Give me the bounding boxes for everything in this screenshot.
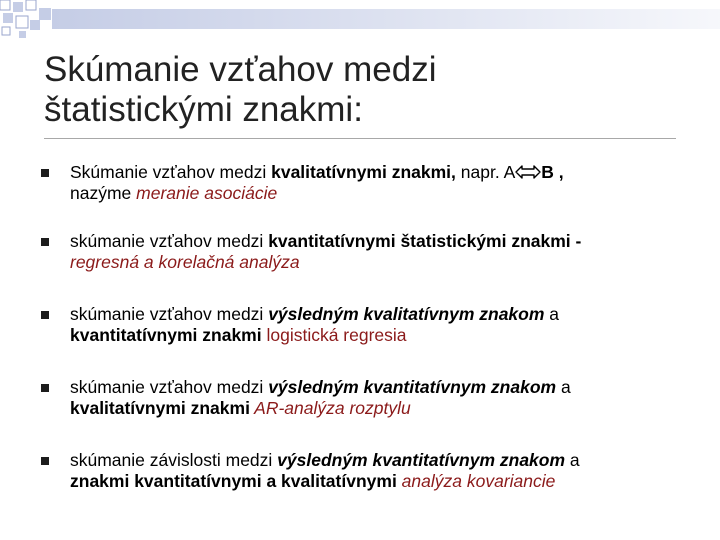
square-bullet-icon — [41, 457, 49, 465]
bullet-1-line-2: nazýme meranie asociácie — [70, 183, 278, 203]
square-bullet-icon — [41, 238, 49, 246]
bullet-item-2 — [40, 231, 680, 273]
slide-title-line-2: štatistickými znakmi: — [44, 90, 363, 129]
bullet-5-line-1: skúmanie závislosti medzi výsledným kvantitatívnym znakom a — [70, 450, 580, 470]
bullet-item-1 — [40, 162, 680, 204]
square-bullet-icon — [41, 311, 49, 319]
bullet-list — [40, 162, 680, 492]
bullet-2-line-2: regresná a korelačná analýza — [70, 252, 300, 272]
bullet-3-line-1: skúmanie vzťahov medzi výsledným kvalitatívnym znakom a — [70, 304, 560, 324]
title-divider — [44, 138, 676, 139]
bullet-item-3 — [40, 304, 680, 346]
bullet-4-line-2: kvalitatívnymi znakmi AR-analýza rozptylu — [70, 398, 411, 418]
bullet-item-4 — [40, 377, 680, 419]
double-arrow-icon — [515, 165, 541, 179]
bullet-5-line-2: znakmi kvantitatívnymi a kvalitatívnymi analýza kovariancie — [70, 471, 556, 491]
bullet-4-line-1: skúmanie vzťahov medzi výsledným kvantitatívnym znakom a — [70, 377, 571, 397]
slide-title-line-1: Skúmanie vzťahov medzi — [44, 50, 437, 89]
bullet-2-line-1: skúmanie vzťahov medzi kvantitatívnymi štatistickými znakmi - — [70, 231, 582, 251]
header-squares-decoration — [0, 0, 720, 40]
square-bullet-icon — [41, 169, 49, 177]
square-bullet-icon — [41, 384, 49, 392]
slide-title — [44, 50, 684, 130]
bullet-item-5 — [40, 450, 680, 492]
bullet-1-line-1: Skúmanie vzťahov medzi kvalitatívnymi znakmi, napr. A B , — [70, 162, 564, 182]
bullet-3-line-2: kvantitatívnymi znakmi logistická regresia — [70, 325, 407, 345]
